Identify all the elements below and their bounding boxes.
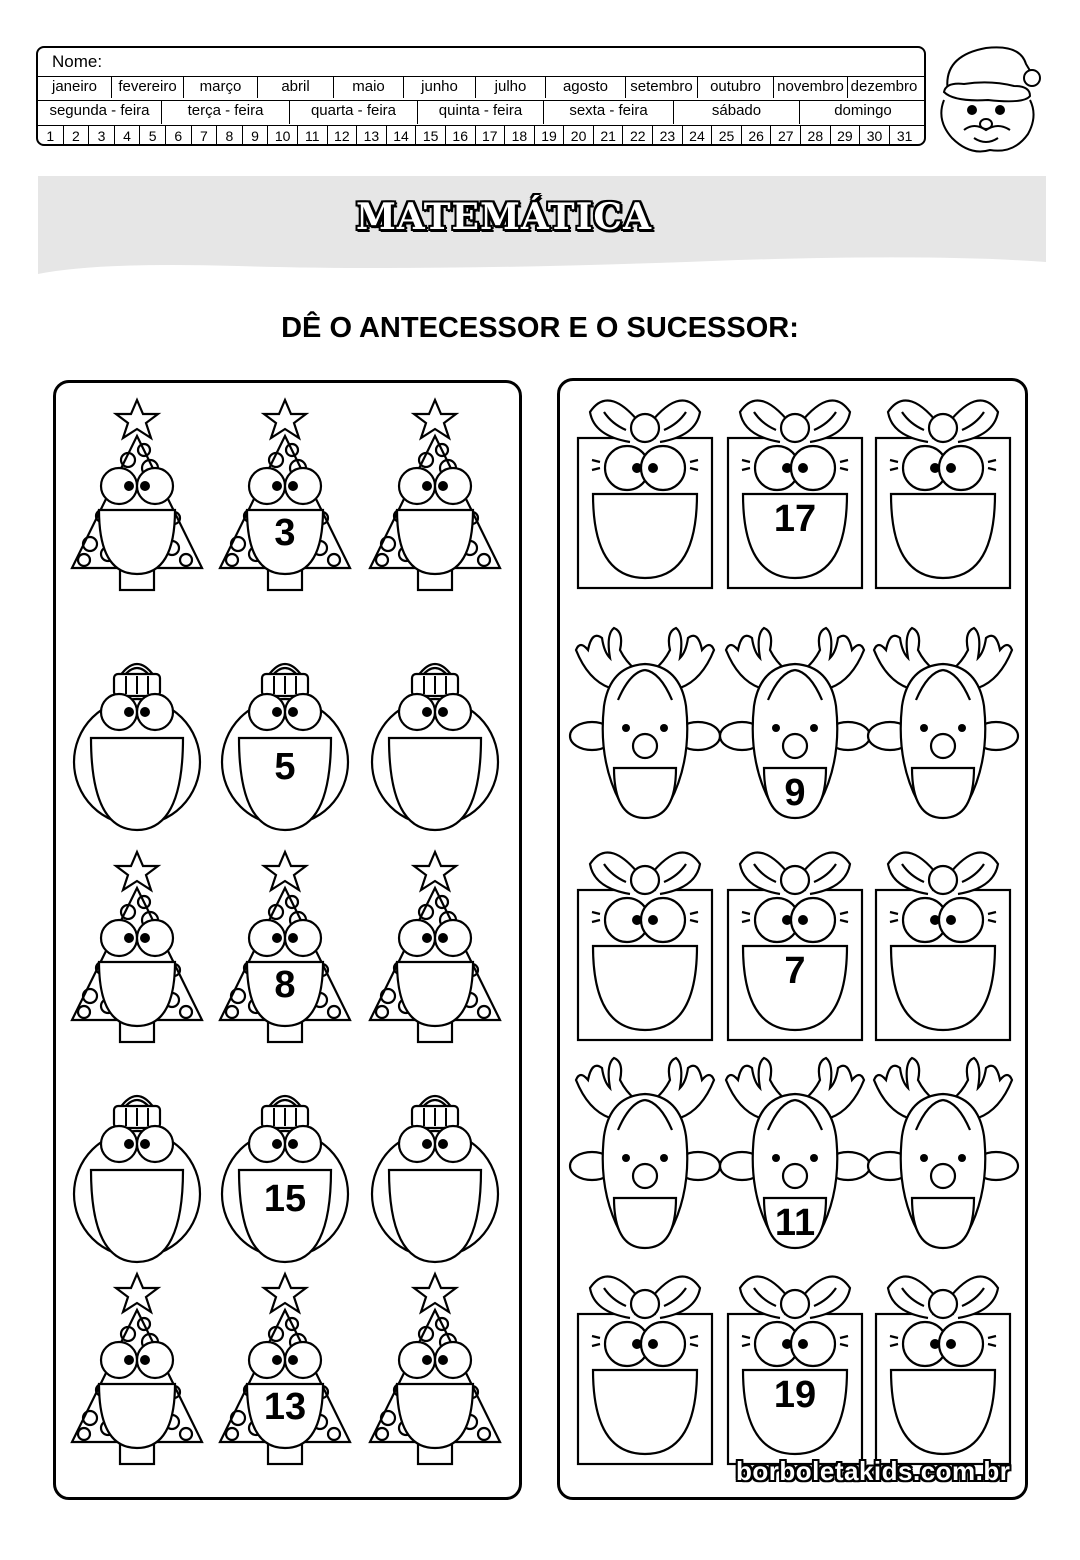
day-number-cell[interactable]: 12 [328, 126, 358, 146]
day-number-cell[interactable]: 7 [192, 126, 218, 146]
day-number-cell[interactable]: 20 [564, 126, 594, 146]
predecessor-answer-christmas-tree[interactable] [62, 840, 212, 1050]
ornament-ball-icon [62, 646, 212, 856]
page-title: MATEMÁTICA [355, 196, 653, 238]
day-number-cell[interactable]: 14 [387, 126, 417, 146]
gift-box-icon [570, 1266, 720, 1476]
predecessor-answer-reindeer[interactable] [570, 610, 720, 820]
reindeer-icon [570, 610, 720, 820]
successor-answer-reindeer[interactable] [868, 610, 1018, 820]
predecessor-answer-reindeer[interactable] [570, 1040, 720, 1250]
given-number: 8 [274, 964, 296, 1006]
successor-answer-christmas-tree[interactable] [360, 840, 510, 1050]
day-number-cell[interactable]: 10 [268, 126, 298, 146]
christmas-tree-figure [210, 1262, 360, 1472]
reindeer-icon [868, 610, 1018, 820]
successor-answer-christmas-tree[interactable] [360, 1262, 510, 1472]
weekday-cell[interactable]: segunda - feira [38, 101, 162, 124]
gift-box-icon [720, 1266, 870, 1476]
instruction-text: DÊ O ANTECESSOR E O SUCESSOR: [281, 312, 799, 344]
month-cell[interactable]: setembro [626, 77, 698, 98]
month-cell[interactable]: outubro [698, 77, 774, 98]
gift-box-figure [720, 842, 870, 1052]
day-number-cell[interactable]: 25 [712, 126, 742, 146]
christmas-tree-figure [210, 840, 360, 1050]
christmas-tree-icon [210, 1262, 360, 1472]
months-row [38, 76, 926, 98]
day-number-cell[interactable]: 6 [166, 126, 192, 146]
month-cell[interactable]: junho [404, 77, 476, 98]
weekdays-row [38, 100, 926, 124]
month-cell[interactable]: maio [334, 77, 404, 98]
day-number-cell[interactable]: 17 [476, 126, 506, 146]
day-number-cell[interactable]: 29 [831, 126, 861, 146]
reindeer-icon [868, 1040, 1018, 1250]
weekday-cell[interactable]: sábado [674, 101, 800, 124]
gift-box-icon [868, 842, 1018, 1052]
day-numbers-row [38, 125, 926, 146]
successor-answer-ornament-ball[interactable] [360, 646, 510, 856]
predecessor-answer-christmas-tree[interactable] [62, 1262, 212, 1472]
month-cell[interactable]: março [184, 77, 258, 98]
day-number-cell[interactable]: 22 [623, 126, 653, 146]
reindeer-figure [720, 1040, 870, 1250]
successor-answer-gift-box[interactable] [868, 842, 1018, 1052]
site-footer: borboletakids.com.br [736, 1456, 1011, 1486]
christmas-tree-icon [62, 1262, 212, 1472]
weekday-cell[interactable]: terça - feira [162, 101, 290, 124]
ornament-ball-figure [210, 1078, 360, 1288]
month-cell[interactable]: agosto [546, 77, 626, 98]
predecessor-answer-ornament-ball[interactable] [62, 1078, 212, 1288]
weekday-cell[interactable]: sexta - feira [544, 101, 674, 124]
day-number-cell[interactable]: 5 [140, 126, 166, 146]
predecessor-answer-ornament-ball[interactable] [62, 646, 212, 856]
day-number-cell[interactable]: 28 [801, 126, 831, 146]
christmas-tree-icon [360, 388, 510, 598]
day-number-cell[interactable]: 1 [38, 126, 64, 146]
day-number-cell[interactable]: 15 [416, 126, 446, 146]
ornament-ball-icon [360, 1078, 510, 1288]
ornament-ball-icon [62, 1078, 212, 1288]
month-cell[interactable]: fevereiro [112, 77, 184, 98]
reindeer-icon [570, 1040, 720, 1250]
reindeer-figure [720, 610, 870, 820]
given-number: 13 [263, 1386, 307, 1428]
day-number-cell[interactable]: 19 [535, 126, 565, 146]
weekday-cell[interactable]: domingo [834, 102, 892, 119]
header-form [36, 46, 1028, 148]
gift-box-icon [570, 842, 720, 1052]
gift-box-icon [720, 390, 870, 600]
given-number: 9 [784, 772, 806, 814]
day-number-cell[interactable]: 4 [115, 126, 141, 146]
gift-box-figure [720, 1266, 870, 1476]
day-number-cell[interactable]: 18 [505, 126, 535, 146]
gift-box-icon [868, 390, 1018, 600]
santa-icon [934, 34, 1042, 154]
christmas-tree-icon [210, 388, 360, 598]
christmas-tree-icon [360, 840, 510, 1050]
gift-box-figure [720, 390, 870, 600]
month-cell[interactable]: julho [476, 77, 546, 98]
ornament-ball-icon [360, 646, 510, 856]
day-number-cell[interactable]: 21 [594, 126, 624, 146]
successor-answer-christmas-tree[interactable] [360, 388, 510, 598]
given-number: 15 [263, 1178, 307, 1220]
successor-answer-gift-box[interactable] [868, 1266, 1018, 1476]
christmas-tree-icon [210, 840, 360, 1050]
gift-box-icon [570, 390, 720, 600]
christmas-tree-icon [62, 840, 212, 1050]
predecessor-answer-christmas-tree[interactable] [62, 388, 212, 598]
day-number-cell[interactable]: 8 [217, 126, 243, 146]
day-number-cell[interactable]: 23 [653, 126, 683, 146]
day-number-cell[interactable]: 9 [243, 126, 269, 146]
gift-box-icon [868, 1266, 1018, 1476]
day-number-cell[interactable]: 27 [771, 126, 801, 146]
predecessor-answer-gift-box[interactable] [570, 842, 720, 1052]
successor-answer-gift-box[interactable] [868, 390, 1018, 600]
month-cell[interactable]: abril [258, 77, 334, 98]
day-number-cell[interactable]: 31 [896, 128, 913, 144]
day-number-cell[interactable]: 26 [742, 126, 772, 146]
header-box [36, 46, 926, 146]
month-cell[interactable]: janeiro [38, 77, 112, 98]
given-number: 7 [784, 950, 806, 992]
day-number-cell[interactable]: 16 [446, 126, 476, 146]
name-label[interactable]: Nome: [52, 52, 103, 71]
month-cell[interactable]: dezembro [850, 78, 918, 95]
day-number-cell[interactable]: 24 [683, 126, 713, 146]
successor-answer-reindeer[interactable] [868, 1040, 1018, 1250]
day-number-cell[interactable]: 3 [89, 126, 115, 146]
given-number: 19 [773, 1374, 817, 1416]
given-number: 11 [774, 1202, 816, 1244]
successor-answer-ornament-ball[interactable] [360, 1078, 510, 1288]
predecessor-answer-gift-box[interactable] [570, 390, 720, 600]
weekday-cell[interactable]: quinta - feira [418, 101, 544, 124]
given-number: 17 [773, 498, 817, 540]
predecessor-answer-gift-box[interactable] [570, 1266, 720, 1476]
gift-box-icon [720, 842, 870, 1052]
weekday-cell[interactable]: quarta - feira [290, 101, 418, 124]
day-number-cell[interactable]: 2 [64, 126, 90, 146]
day-number-cell[interactable]: 11 [298, 126, 328, 146]
given-number: 3 [274, 512, 296, 554]
given-number: 5 [274, 746, 296, 788]
month-cell[interactable]: novembro [774, 77, 848, 98]
ornament-ball-figure [210, 646, 360, 856]
day-number-cell[interactable]: 13 [357, 126, 387, 146]
christmas-tree-figure [210, 388, 360, 598]
christmas-tree-icon [62, 388, 212, 598]
day-number-cell[interactable]: 30 [860, 126, 890, 146]
christmas-tree-icon [360, 1262, 510, 1472]
